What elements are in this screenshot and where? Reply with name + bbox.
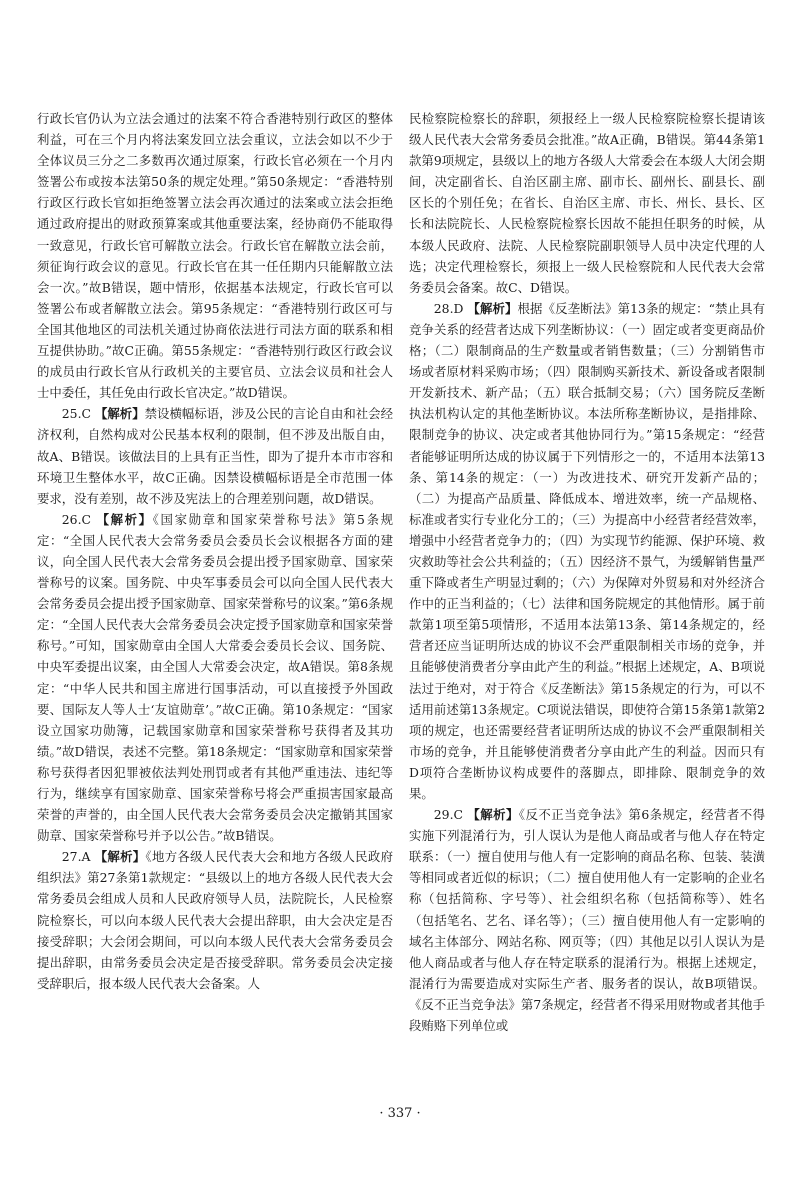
left-column	[37, 108, 393, 994]
paragraph-continued: 行政长官仍认为立法会通过的法案不符合香港特别行政区的整体利益，可在三个月内将法案发回立法会重议，立法会如以不少于全体议员三分之二多数再次通过原案，行政长官必须在一个月内签署公布或按本法第50条的规定处理。”第50条规定：“香港特别行政区行政长官如拒绝签署立法会再次通过的法案或立法会拒绝通过政府提出的财政预算案或其他重要法案，经协商仍不能取得一致意见，行政长官可解散立法会。行政长官在解散立法会前，须征询行政会议的意见。行政长官在其一任任期内只能解散立法会一次。”故B错误，题中情形，依据基本法规定，行政长官可以签署公布或者解散立法会。第95条规定：“香港特别行政区可与全国其他地区的司法机关通过协商依法进行司法方面的联系和相互提供协助。”故C正确。第55条规定：“香港特别行政区行政会议的成员由行政长官从行政机关的主要官员、立法会议员和社会人士中委任，其任免由行政长官决定。”故D错误。	[37, 111, 393, 401]
analysis-tag: 【解析】	[467, 807, 519, 823]
answer-26	[37, 509, 393, 847]
answer-text: 《国家勋章和国家荣誉称号法》第5条规定：“全国人民代表大会常务委员会委员长会议根据各方面的建议，向全国人民代表大会常务委员会提出授予国家勋章、国家荣誉称号的议案。国务院、中央军事委员会可以向全国人民代表大会常务委员会提出授予国家勋章、国家荣誉称号的议案。”第6条规定：“全国人民代表大会常务委员会决定授予国家勋章和国家荣誉称号。”可知，国家勋章由全国人大常委会委员长会议、国务院、中央军委提出议案，由全国人大常委会决定，故A错误。第8条规定：“中华人民共和国主席进行国事活动，可以直接授予外国政要、国际友人等人士‘友谊勋章’。”故C正确。第10条规定：“国家设立国家功勋簿，记载国家勋章和国家荣誉称号获得者及其功绩。”故D错误，表述不完整。第18条规定：“国家勋章和国家荣誉称号获得者因犯罪被依法判处刑罚或者有其他严重违法、违纪等行为，继续享有国家勋章、国家荣誉称号将会严重损害国家最高荣誉的声誉的，由全国人民代表大会常务委员会决定撤销其国家勋章、国家荣誉称号并予以公告。”故B错误。	[37, 511, 393, 844]
answer-25	[37, 403, 393, 508]
answer-text: 《反不正当竞争法》第6条规定，经营者不得实施下列混淆行为，引人误认为是他人商品或者与他人存在特定联系：（一）擅自使用与他人有一定影响的商品名称、包装、装潢等相同或者近似的标识；（二）擅自使用他人有一定影响的企业名称（包括简称、字号等）、社会组织名称（包括简称等）、姓名（包括笔名、艺名、译名等）；（三）擅自使用他人有一定影响的域名主体部分、网站名称、网页等；（四）其他足以引人误认为是他人商品或者与他人存在特定联系的混淆行为。根据上述规定，混淆行为需要造成对实际生产者、服务者的误认，故B项错误。《反不正当竞争法》第7条规定，经营者不得采用财物或者其他手段贿赂下列单位或	[409, 807, 765, 1034]
answer-27	[37, 846, 393, 994]
page-number-value: 337	[387, 1106, 413, 1121]
answer-text: 根据《反垄断法》第13条的规定：“禁止具有竞争关系的经营者达成下列垄断协议：（一）固定或者变更商品价格；（二）限制商品的生产数量或者销售数量；（三）分割销售市场或者原材料采购市场；（四）限制购买新技术、新设备或者限制开发新技术、新产品；（五）联合抵制交易；（六）国务院反垄断执法机构认定的其他垄断协议。本法所称垄断协议，是指排除、限制竞争的协议、决定或者其他协同行为。”第15条规定：“经营者能够证明所达成的协议属于下列情形之一的，不适用本法第13条、第14条的规定：（一）为改进技术、研究开发新产品的；（二）为提高产品质量、降低成本、增进效率，统一产品规格、标准或者实行专业化分工的；（三）为提高中小经营者经营效率，增强中小经营者竞争力的；（四）为实现节约能源、保护环境、救灾救助等社会公共利益的；（五）因经济不景气，为缓解销售量严重下降或者生产明显过剩的；（六）为保障对外贸易和对外经济合作中的正当利益的；（七）法律和国务院规定的其他情形。属于前款第1项至第5项情形，不适用本法第13条、第14条规定的，经营者还应当证明所达成的协议不会严重限制相关市场的竞争，并且能够使消费者分享由此产生的利益。”根据上述规定，A、B项说法过于绝对，对于符合《反垄断法》第15条规定的行为，可以不适用前述第13条规定。C项说法错误，即使符合第15条第1款第2项的规定，也还需要经营者证明所达成的协议不会严重限制相关市场的竞争，并且能够使消费者分享由此产生的利益。因而只有D项符合垄断协议构成要件的落脚点，即排除、限制竞争的效果。	[409, 300, 765, 801]
answer-number: 25.C	[61, 406, 91, 422]
page-number: · 337 ·	[379, 1106, 421, 1121]
answer-number: 27.A	[61, 849, 91, 865]
answer-29	[409, 804, 765, 1036]
paragraph-continued: 民检察院检察长的辞职，须报经上一级人民检察院检察长提请该级人民代表大会常务委员会批准。”故A正确，B错误。第44条第1款第9项规定，县级以上的地方各级人大常委会在本级人大闭会期间，决定副省长、自治区副主席、副市长、副州长、副县长、副区长的个别任免；在省长、自治区主席、市长、州长、县长、区长和法院院长、人民检察院检察长因故不能担任职务的时候，从本级人民政府、法院、人民检察院副职领导人员中决定代理的人选；决定代理检察长，须报上一级人民检察院和人民代表大会常务委员会备案。故C、D错误。	[409, 111, 765, 295]
answer-text: 《地方各级人民代表大会和地方各级人民政府组织法》第27条第1款规定：“县级以上的地方各级人民代表大会常务委员会组成人员和人民政府领导人员，法院院长，人民检察院检察长，可以向本级人民代表大会提出辞职，由大会决定是否接受辞职；大会闭会期间，可以向本级人民代表大会常务委员会提出辞职，由常务委员会决定是否接受辞职。常务委员会决定接受辞职后，报本级人民代表大会备案。人	[37, 849, 393, 991]
answer-number: 26.C	[61, 511, 91, 527]
analysis-tag: 【解析】	[94, 406, 145, 422]
answer-number: 28.D	[433, 300, 464, 316]
answer-number: 29.C	[433, 807, 463, 823]
answer-28	[409, 298, 765, 804]
analysis-tag: 【解析】	[96, 511, 153, 527]
right-column	[409, 108, 765, 1036]
answer-text: 禁设横幅标语，涉及公民的言论自由和社会经济权利，自然构成对公民基本权利的限制，但不涉及出版自由，故A、B错误。该做法目的上具有正当性，即为了提升本市市容和环境卫生整体水平，故C正确。因禁设横幅标语是全市范围一体要求，没有差别，故不涉及宪法上的合理差别问题，故D错误。	[37, 406, 393, 506]
analysis-tag: 【解析】	[467, 300, 518, 316]
analysis-tag: 【解析】	[94, 849, 146, 865]
